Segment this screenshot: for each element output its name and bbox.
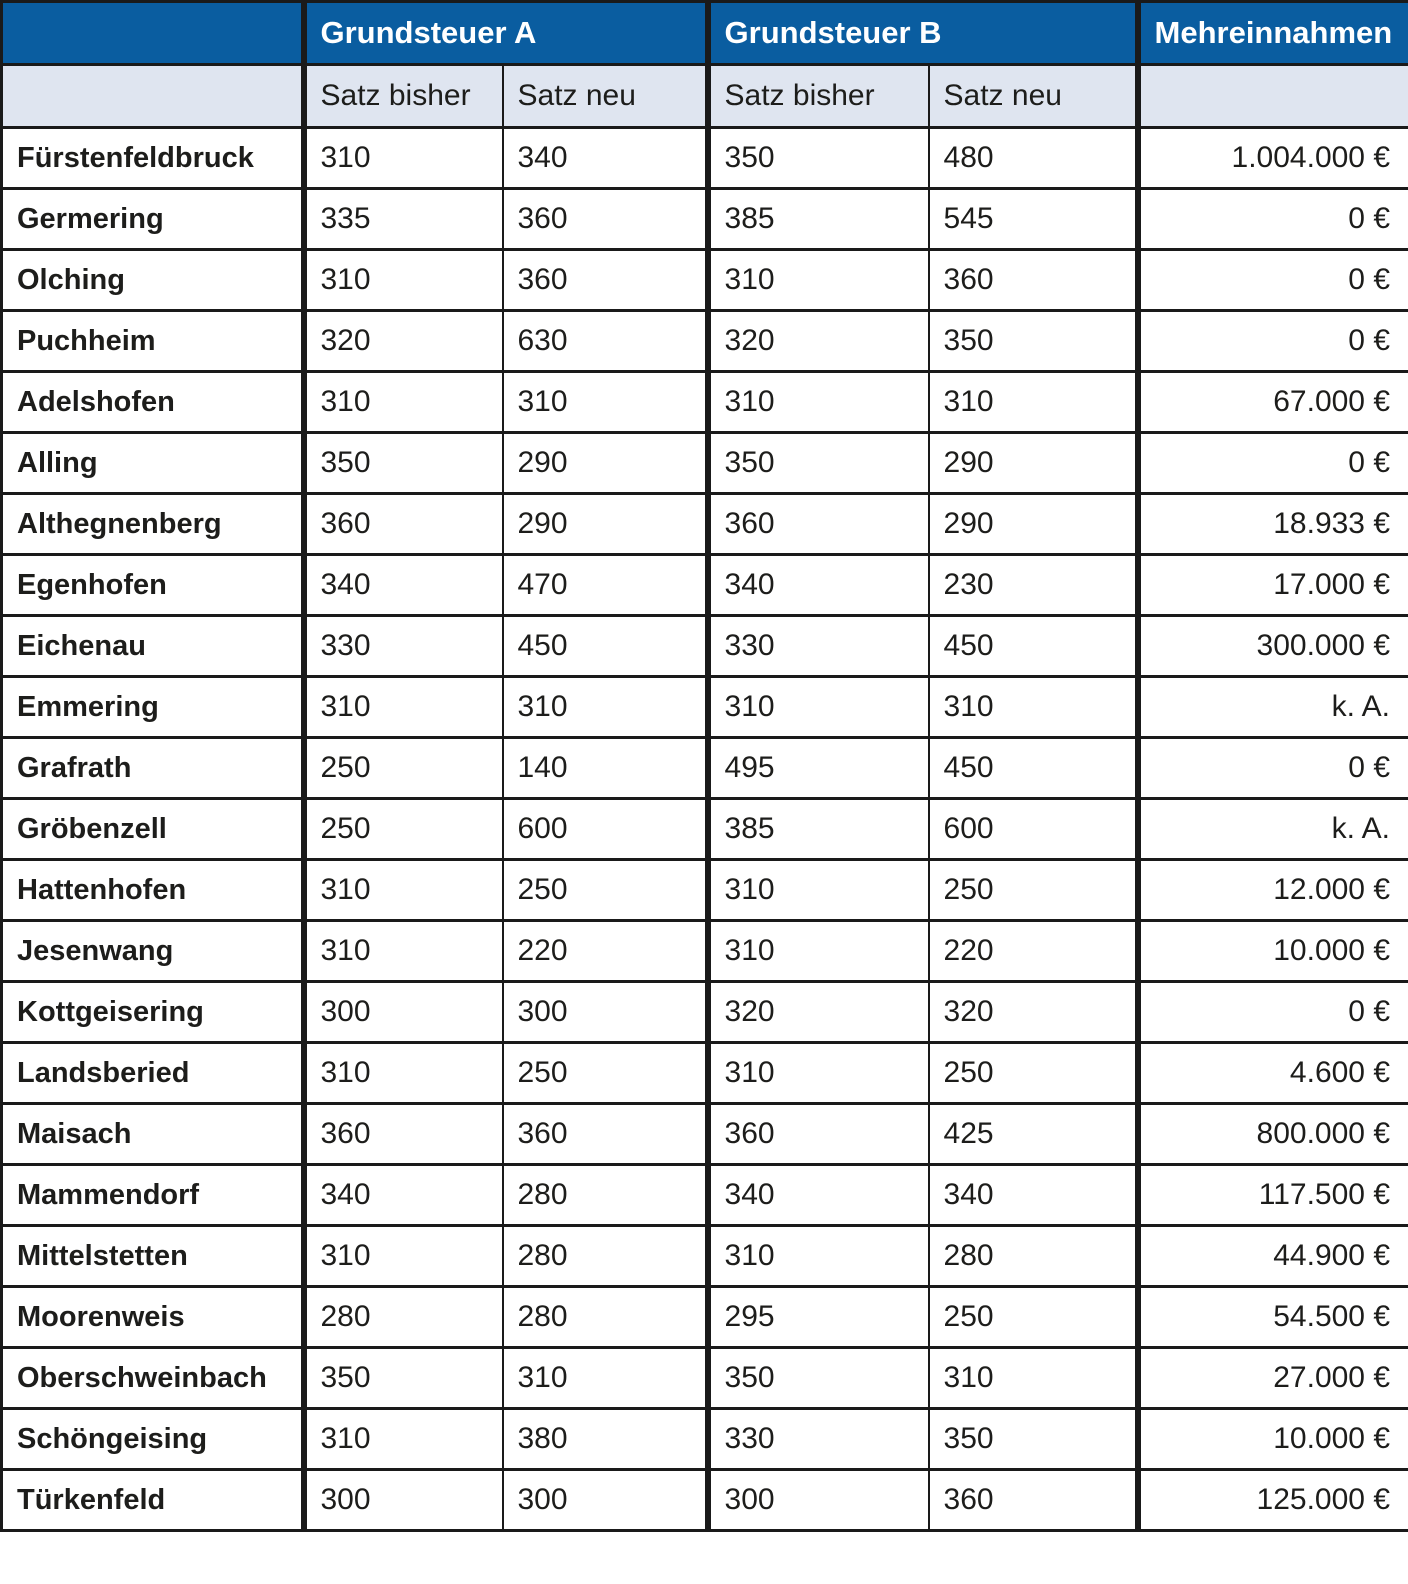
grundsteuer-b-satz-bisher: 320 bbox=[708, 982, 929, 1043]
grundsteuer-b-satz-neu: 290 bbox=[929, 433, 1138, 494]
table-body bbox=[2, 128, 1408, 1531]
table-row bbox=[2, 555, 1408, 616]
grundsteuer-a-satz-neu: 280 bbox=[503, 1165, 708, 1226]
mehreinnahmen-value: 1.004.000 € bbox=[1138, 128, 1408, 189]
mehreinnahmen-value: 0 € bbox=[1138, 433, 1408, 494]
grundsteuer-b-satz-bisher: 300 bbox=[708, 1470, 929, 1531]
municipality-name: Landsberied bbox=[2, 1043, 304, 1104]
grundsteuer-a-satz-bisher: 320 bbox=[304, 311, 503, 372]
grundsteuer-b-satz-neu: 425 bbox=[929, 1104, 1138, 1165]
mehreinnahmen-value: 27.000 € bbox=[1138, 1348, 1408, 1409]
table-row bbox=[2, 1226, 1408, 1287]
table-row bbox=[2, 677, 1408, 738]
mehreinnahmen-value: 125.000 € bbox=[1138, 1470, 1408, 1531]
grundsteuer-a-satz-bisher: 360 bbox=[304, 494, 503, 555]
municipality-name: Türkenfeld bbox=[2, 1470, 304, 1531]
municipality-name: Maisach bbox=[2, 1104, 304, 1165]
mehreinnahmen-value: 54.500 € bbox=[1138, 1287, 1408, 1348]
mehreinnahmen-value: 300.000 € bbox=[1138, 616, 1408, 677]
mehreinnahmen-value: k. A. bbox=[1138, 677, 1408, 738]
grundsteuer-a-satz-bisher: 300 bbox=[304, 1470, 503, 1531]
grundsteuer-a-satz-neu: 340 bbox=[503, 128, 708, 189]
municipality-name: Emmering bbox=[2, 677, 304, 738]
table-row bbox=[2, 1470, 1408, 1531]
grundsteuer-b-satz-bisher: 340 bbox=[708, 1165, 929, 1226]
grundsteuer-a-satz-bisher: 310 bbox=[304, 1409, 503, 1470]
mehreinnahmen-value: 0 € bbox=[1138, 982, 1408, 1043]
grundsteuer-b-satz-neu: 350 bbox=[929, 311, 1138, 372]
grundsteuer-a-satz-neu: 470 bbox=[503, 555, 708, 616]
grundsteuer-a-satz-neu: 280 bbox=[503, 1287, 708, 1348]
grundsteuer-a-satz-bisher: 310 bbox=[304, 921, 503, 982]
grundsteuer-a-satz-bisher: 335 bbox=[304, 189, 503, 250]
municipality-name: Moorenweis bbox=[2, 1287, 304, 1348]
grundsteuer-b-satz-bisher: 330 bbox=[708, 616, 929, 677]
grundsteuer-b-satz-neu: 250 bbox=[929, 1043, 1138, 1104]
table-row bbox=[2, 128, 1408, 189]
grundsteuer-b-satz-neu: 600 bbox=[929, 799, 1138, 860]
mehreinnahmen-value: 0 € bbox=[1138, 250, 1408, 311]
grundsteuer-a-satz-bisher: 250 bbox=[304, 799, 503, 860]
grundsteuer-b-satz-bisher: 295 bbox=[708, 1287, 929, 1348]
grundsteuer-a-satz-neu: 280 bbox=[503, 1226, 708, 1287]
grundsteuer-b-satz-neu: 360 bbox=[929, 250, 1138, 311]
municipality-name: Eichenau bbox=[2, 616, 304, 677]
grundsteuer-b-satz-bisher: 310 bbox=[708, 860, 929, 921]
sub-header-b-satz-neu: Satz neu bbox=[929, 65, 1138, 128]
grundsteuer-a-satz-bisher: 350 bbox=[304, 433, 503, 494]
grundsteuer-b-satz-neu: 250 bbox=[929, 860, 1138, 921]
grundsteuer-a-satz-bisher: 310 bbox=[304, 372, 503, 433]
grundsteuer-a-satz-bisher: 300 bbox=[304, 982, 503, 1043]
grundsteuer-b-satz-bisher: 310 bbox=[708, 921, 929, 982]
grundsteuer-a-satz-bisher: 310 bbox=[304, 128, 503, 189]
municipality-name: Alling bbox=[2, 433, 304, 494]
municipality-name: Germering bbox=[2, 189, 304, 250]
grundsteuer-a-satz-bisher: 350 bbox=[304, 1348, 503, 1409]
grundsteuer-a-satz-bisher: 360 bbox=[304, 1104, 503, 1165]
mehreinnahmen-value: 10.000 € bbox=[1138, 921, 1408, 982]
grundsteuer-a-satz-neu: 220 bbox=[503, 921, 708, 982]
grundsteuer-a-satz-neu: 250 bbox=[503, 1043, 708, 1104]
grundsteuer-a-satz-neu: 360 bbox=[503, 1104, 708, 1165]
grundsteuer-a-satz-bisher: 310 bbox=[304, 677, 503, 738]
mehreinnahmen-value: 4.600 € bbox=[1138, 1043, 1408, 1104]
grundsteuer-a-satz-neu: 600 bbox=[503, 799, 708, 860]
sub-header-b-satz-bisher: Satz bisher bbox=[708, 65, 929, 128]
municipality-name: Fürstenfeldbruck bbox=[2, 128, 304, 189]
column-group-grundsteuer-b: Grundsteuer B bbox=[708, 2, 1138, 65]
grundsteuer-a-satz-neu: 310 bbox=[503, 1348, 708, 1409]
grundsteuer-a-satz-bisher: 330 bbox=[304, 616, 503, 677]
grundsteuer-b-satz-bisher: 360 bbox=[708, 1104, 929, 1165]
table-row bbox=[2, 372, 1408, 433]
table-row bbox=[2, 1348, 1408, 1409]
column-group-grundsteuer-a: Grundsteuer A bbox=[304, 2, 708, 65]
municipality-name: Gröbenzell bbox=[2, 799, 304, 860]
sub-header-a-satz-bisher: Satz bisher bbox=[304, 65, 503, 128]
column-group-mehreinnahmen: Mehreinnahmen bbox=[1138, 2, 1408, 65]
grundsteuer-b-satz-neu: 545 bbox=[929, 189, 1138, 250]
grundsteuer-b-satz-bisher: 350 bbox=[708, 433, 929, 494]
grundsteuer-b-satz-bisher: 330 bbox=[708, 1409, 929, 1470]
sub-header-empty bbox=[2, 65, 304, 128]
grundsteuer-a-satz-neu: 310 bbox=[503, 677, 708, 738]
grundsteuer-a-satz-neu: 450 bbox=[503, 616, 708, 677]
grundsteuer-a-satz-bisher: 340 bbox=[304, 555, 503, 616]
sub-header-a-satz-neu: Satz neu bbox=[503, 65, 708, 128]
grundsteuer-a-satz-bisher: 280 bbox=[304, 1287, 503, 1348]
mehreinnahmen-value: k. A. bbox=[1138, 799, 1408, 860]
sub-header-row bbox=[2, 65, 1408, 128]
municipality-name: Mammendorf bbox=[2, 1165, 304, 1226]
grundsteuer-b-satz-bisher: 310 bbox=[708, 1043, 929, 1104]
mehreinnahmen-value: 44.900 € bbox=[1138, 1226, 1408, 1287]
grundsteuer-b-satz-bisher: 385 bbox=[708, 189, 929, 250]
municipality-name: Egenhofen bbox=[2, 555, 304, 616]
grundsteuer-a-satz-bisher: 340 bbox=[304, 1165, 503, 1226]
mehreinnahmen-value: 12.000 € bbox=[1138, 860, 1408, 921]
grundsteuer-b-satz-neu: 320 bbox=[929, 982, 1138, 1043]
table-row bbox=[2, 1104, 1408, 1165]
grundsteuer-a-satz-neu: 290 bbox=[503, 494, 708, 555]
grundsteuer-a-satz-bisher: 310 bbox=[304, 1226, 503, 1287]
mehreinnahmen-value: 800.000 € bbox=[1138, 1104, 1408, 1165]
municipality-name: Althegnenberg bbox=[2, 494, 304, 555]
grundsteuer-a-satz-neu: 630 bbox=[503, 311, 708, 372]
grundsteuer-b-satz-bisher: 350 bbox=[708, 1348, 929, 1409]
municipality-name: Olching bbox=[2, 250, 304, 311]
table-row bbox=[2, 860, 1408, 921]
table-row bbox=[2, 311, 1408, 372]
grundsteuer-a-satz-neu: 300 bbox=[503, 982, 708, 1043]
municipality-name: Schöngeising bbox=[2, 1409, 304, 1470]
mehreinnahmen-value: 10.000 € bbox=[1138, 1409, 1408, 1470]
table-row bbox=[2, 494, 1408, 555]
grundsteuer-b-satz-bisher: 495 bbox=[708, 738, 929, 799]
mehreinnahmen-value: 17.000 € bbox=[1138, 555, 1408, 616]
municipality-name: Jesenwang bbox=[2, 921, 304, 982]
mehreinnahmen-value: 0 € bbox=[1138, 189, 1408, 250]
table-row bbox=[2, 921, 1408, 982]
sub-header-mehreinnahmen-empty bbox=[1138, 65, 1408, 128]
grundsteuer-a-satz-neu: 310 bbox=[503, 372, 708, 433]
municipality-name: Grafrath bbox=[2, 738, 304, 799]
grundsteuer-b-satz-neu: 310 bbox=[929, 372, 1138, 433]
table-row bbox=[2, 433, 1408, 494]
column-group-header-row bbox=[2, 2, 1408, 65]
grundsteuer-a-satz-neu: 140 bbox=[503, 738, 708, 799]
grundsteuer-b-satz-bisher: 320 bbox=[708, 311, 929, 372]
mehreinnahmen-value: 18.933 € bbox=[1138, 494, 1408, 555]
municipality-name: Kottgeisering bbox=[2, 982, 304, 1043]
table-row bbox=[2, 616, 1408, 677]
grundsteuer-b-satz-neu: 310 bbox=[929, 1348, 1138, 1409]
mehreinnahmen-value: 0 € bbox=[1138, 311, 1408, 372]
grundsteuer-a-satz-neu: 300 bbox=[503, 1470, 708, 1531]
grundsteuer-b-satz-neu: 250 bbox=[929, 1287, 1138, 1348]
grundsteuer-b-satz-bisher: 340 bbox=[708, 555, 929, 616]
table-row bbox=[2, 738, 1408, 799]
corner-cell bbox=[2, 2, 304, 65]
grundsteuer-a-satz-bisher: 310 bbox=[304, 250, 503, 311]
grundsteuer-b-satz-bisher: 310 bbox=[708, 677, 929, 738]
table-row bbox=[2, 1165, 1408, 1226]
table-row bbox=[2, 799, 1408, 860]
grundsteuer-b-satz-bisher: 350 bbox=[708, 128, 929, 189]
grundsteuer-a-satz-bisher: 250 bbox=[304, 738, 503, 799]
table-row bbox=[2, 1043, 1408, 1104]
grundsteuer-b-satz-neu: 450 bbox=[929, 738, 1138, 799]
grundsteuer-b-satz-neu: 310 bbox=[929, 677, 1138, 738]
grundsteuer-b-satz-bisher: 360 bbox=[708, 494, 929, 555]
grundsteuer-b-satz-neu: 290 bbox=[929, 494, 1138, 555]
municipality-name: Hattenhofen bbox=[2, 860, 304, 921]
grundsteuer-a-satz-neu: 360 bbox=[503, 250, 708, 311]
municipality-name: Puchheim bbox=[2, 311, 304, 372]
grundsteuer-b-satz-bisher: 310 bbox=[708, 1226, 929, 1287]
table-row bbox=[2, 189, 1408, 250]
grundsteuer-b-satz-neu: 360 bbox=[929, 1470, 1138, 1531]
grundsteuer-b-satz-bisher: 385 bbox=[708, 799, 929, 860]
grundsteuer-b-satz-neu: 480 bbox=[929, 128, 1138, 189]
grundsteuer-a-satz-neu: 290 bbox=[503, 433, 708, 494]
grundsteuer-b-satz-neu: 280 bbox=[929, 1226, 1138, 1287]
grundsteuer-a-satz-neu: 360 bbox=[503, 189, 708, 250]
grundsteuer-a-satz-neu: 380 bbox=[503, 1409, 708, 1470]
grundsteuer-b-satz-neu: 340 bbox=[929, 1165, 1138, 1226]
table-row bbox=[2, 1409, 1408, 1470]
mehreinnahmen-value: 117.500 € bbox=[1138, 1165, 1408, 1226]
mehreinnahmen-value: 0 € bbox=[1138, 738, 1408, 799]
table-row bbox=[2, 1287, 1408, 1348]
grundsteuer-b-satz-neu: 220 bbox=[929, 921, 1138, 982]
mehreinnahmen-value: 67.000 € bbox=[1138, 372, 1408, 433]
grundsteuer-b-satz-bisher: 310 bbox=[708, 372, 929, 433]
grundsteuer-b-satz-bisher: 310 bbox=[708, 250, 929, 311]
grundsteuer-b-satz-neu: 350 bbox=[929, 1409, 1138, 1470]
grundsteuer-b-satz-neu: 450 bbox=[929, 616, 1138, 677]
grundsteuer-b-satz-neu: 230 bbox=[929, 555, 1138, 616]
grundsteuer-a-satz-neu: 250 bbox=[503, 860, 708, 921]
grundsteuer-a-satz-bisher: 310 bbox=[304, 860, 503, 921]
table-row bbox=[2, 982, 1408, 1043]
municipality-name: Mittelstetten bbox=[2, 1226, 304, 1287]
table-row bbox=[2, 250, 1408, 311]
grundsteuer-a-satz-bisher: 310 bbox=[304, 1043, 503, 1104]
municipality-name: Oberschweinbach bbox=[2, 1348, 304, 1409]
municipality-name: Adelshofen bbox=[2, 372, 304, 433]
